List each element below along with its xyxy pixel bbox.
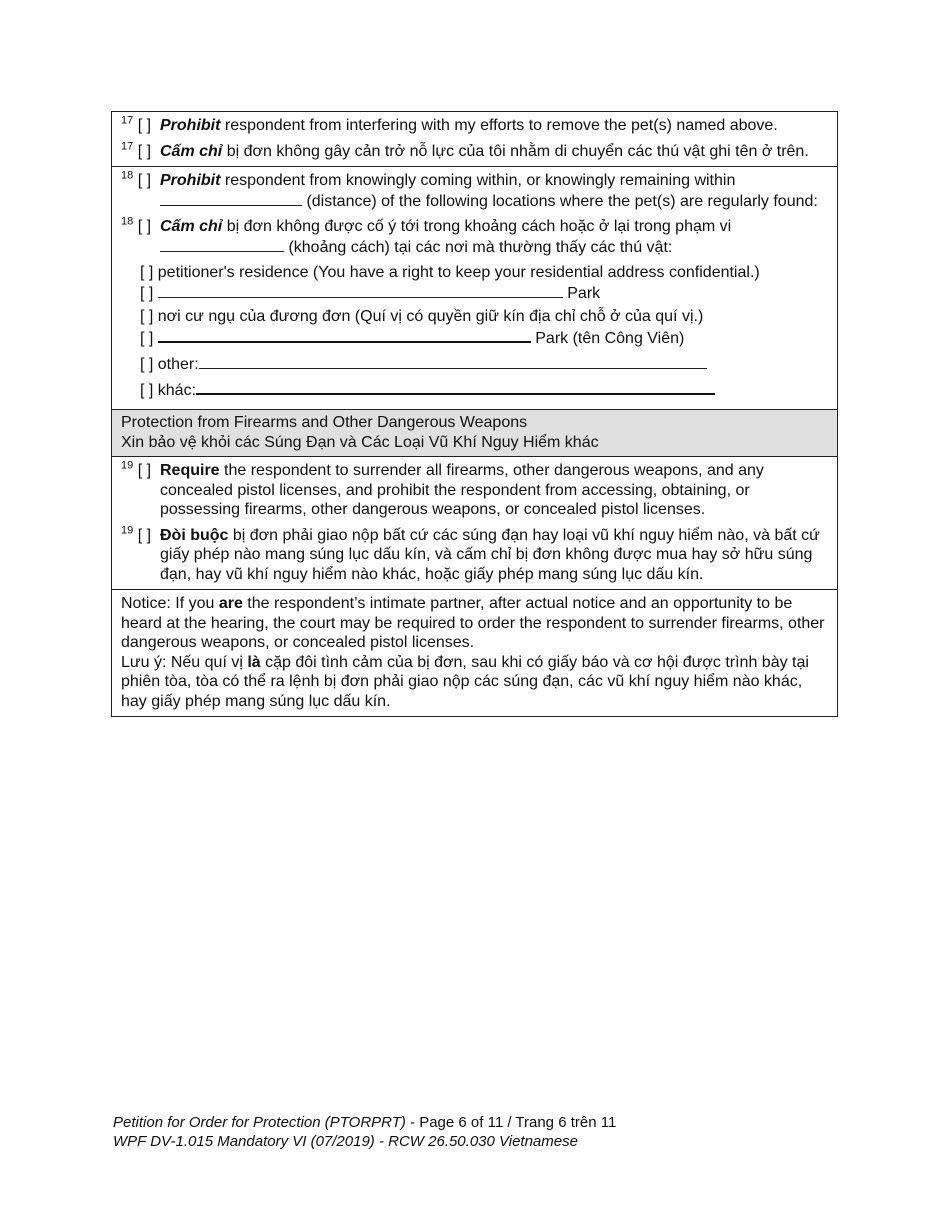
item-19-vi: $^{19}$ [ ] Đòi buộc bị đơn phải giao nộp bất cứ các súng đạn hay loại vũ khí nguy hiểm nào, và bất cứ giấy phép nào mang súng lục dấu kín, và cấm chỉ bị đơn không được mua hay sở hữu súng đạn, hay vũ khí nguy hiểm nào khác, hoặc giấy phép mang súng lục dấu kín. (121, 524, 820, 583)
checkbox-17-vi[interactable]: [ ] (137, 142, 152, 160)
footer-line-1: Petition for Order for Protection (PTORPRT) - Page 6 of 11 / Trang 6 trên 11 (113, 1114, 617, 1131)
prohibit-label: Prohibit (160, 117, 221, 134)
notice-section (112, 590, 837, 716)
page-footer (113, 1114, 616, 1151)
park-name-input-en[interactable] (158, 283, 563, 298)
cam-chi-label: Cấm chỉ (160, 142, 223, 160)
footer-line-2: WPF DV-1.015 Mandatory VI (07/2019) - RCW 26.50.030 Vietnamese (113, 1132, 578, 1150)
checkbox-18-en[interactable]: [ ] (137, 172, 152, 189)
checkbox-19-vi[interactable]: [ ] (137, 526, 152, 544)
other-input-en[interactable] (199, 354, 707, 369)
distance-input-en[interactable] (160, 191, 302, 206)
item-17-vi: $^{17}$ [ ] Cấm chỉ bị đơn không gây cản trở nỗ lực của tôi nhằm di chuyển các thú vật ghi tên ở trên. (121, 140, 809, 160)
checkbox-17-en[interactable]: [ ] (137, 117, 152, 134)
section-17 (112, 112, 837, 167)
section-19 (112, 457, 837, 590)
checkbox-19-en[interactable]: [ ] (137, 462, 152, 479)
location-park-en: [ ] Park (140, 284, 601, 302)
checkbox-18-vi[interactable]: [ ] (137, 218, 152, 235)
notice-vi: Lưu ý: Nếu quí vị là cặp đôi tình cảm của bị đơn, sau khi có giấy báo và cơ hội được trình bày tại phiên tòa, tòa có thể ra lệnh bị đơn phải giao nộp các súng đạn, các vũ khí nguy hiểm nào khác, hay giấy phép mang súng lục dấu kín. (121, 653, 809, 710)
location-residence-en[interactable]: [ ] petitioner's residence (You have a right to keep your residential address confidential.) (140, 264, 760, 281)
distance-input-vi[interactable] (160, 237, 284, 252)
location-other-vi: [ ] khác: (140, 379, 828, 401)
location-other-en: [ ] other: (140, 354, 828, 375)
protection-order-form (111, 111, 838, 717)
location-residence-vi[interactable]: [ ] nơi cư ngụ của đương đơn (Quí vị có quyền giữ kín địa chỉ chỗ ở của quí vị.) (140, 308, 704, 325)
other-input-vi[interactable] (196, 379, 715, 395)
item-18-vi: $^{18}$ [ ] Cấm chỉ bị đơn không được cố ý tới trong khoảng cách hoặc ở lại trong phạm vi (khoảng cách) tại các nơi mà thường thấy các thú vật: (121, 215, 732, 256)
location-park-vi: [ ] Park (tên Công Viên) (140, 327, 828, 349)
item-17-en: $^{17}$ [ ] Prohibit respondent from interfering with my efforts to remove the pet(s) named above. (121, 114, 778, 134)
section-18 (112, 167, 837, 410)
notice-en: Notice: If you are the respondent’s intimate partner, after actual notice and an opportunity to be heard at the hearing, the court may be required to order the respondent to surrender firearms, other dangerous weapons, or concealed pistol licenses. (121, 595, 825, 651)
firearms-section-header: Protection from Firearms and Other Dangerous Weapons Xin bảo vệ khỏi các Súng Đạn và Các Loại Vũ Khí Nguy Hiểm khác (112, 410, 837, 457)
item-18-en: $^{18}$ [ ] Prohibit respondent from knowingly coming within, or knowingly remaining within (distance) of the following locations where the pet(s) are regularly found: (121, 169, 818, 210)
park-name-input-vi[interactable] (158, 327, 531, 343)
item-19-en: $^{19}$ [ ] Require the respondent to surrender all firearms, other dangerous weapons, and any concealed pistol licenses, and prohibit the respondent from accessing, obtaining, or possessing firearms, other dangerous weapons, or concealed pistol licenses. (121, 459, 764, 518)
location-list (121, 263, 828, 400)
